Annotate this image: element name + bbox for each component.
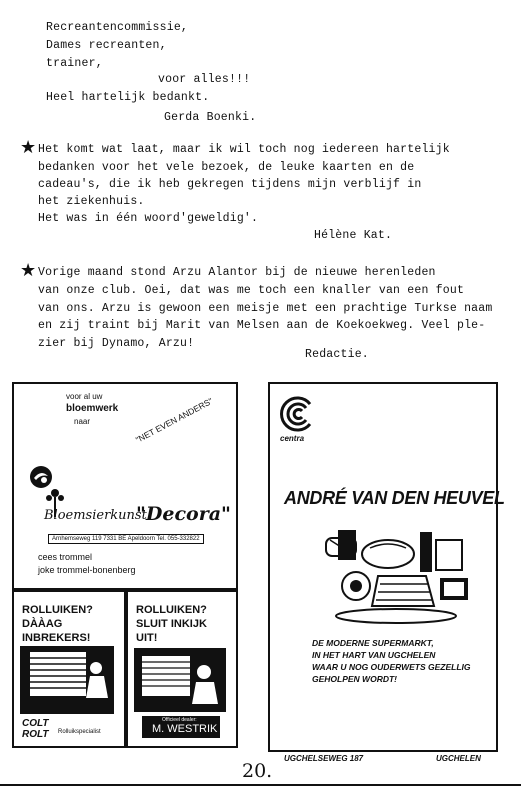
- ad-centra-address: UGCHELSEWEG 187: [284, 754, 364, 763]
- letter2-line-3: cadeau's, die ik heb gekregen tijdens mijn verblijf in: [38, 178, 422, 191]
- ad-centra-tagline-4: GEHOLPEN WORDT!: [312, 674, 397, 684]
- ad-decora-intro-3: naar: [74, 417, 91, 426]
- letter3-line-2: van onze club. Oei, dat was me toch een knaller van een fout: [38, 284, 465, 297]
- ad-westrik-headline-2: SLUIT INKIJK: [136, 618, 207, 630]
- ad-decora-intro-2: bloemwerk: [66, 403, 119, 414]
- window-shutter-illustration-icon: [134, 648, 226, 712]
- ad-westrik-headline-1: ROLLUIKEN?: [136, 604, 207, 616]
- letter1-line-1: Recreantencommissie,: [46, 21, 189, 34]
- ad-centra-town: UGCHELEN: [436, 754, 481, 763]
- ad-decora-name-script: Bloemsierkunst: [44, 508, 147, 523]
- letter1-line-4: voor alles!!!: [158, 73, 251, 86]
- ad-coltrolt-headline-1: ROLLUIKEN?: [22, 604, 93, 616]
- ad-decora-name-bold: "Decora": [136, 503, 231, 525]
- letter3-line-3: van ons. Arzu is gewoon een meisje met een prachtige Turkse naam: [38, 302, 493, 315]
- ad-decora-owner-1: cees trommel: [38, 552, 93, 562]
- letter2-line-4: het ziekenhuis.: [38, 195, 145, 208]
- ad-decora-owner-2: joke trommel-bonenberg: [38, 565, 136, 575]
- ad-decora-address: Arnhemseweg 119 7331 BE Apeldoorn Tel. 055-332822: [48, 534, 204, 544]
- ad-centra-logo-label: centra: [280, 434, 305, 443]
- letter1-line-3: trainer,: [46, 57, 103, 70]
- letter2-line-5: Het was in één woord'geweldig'.: [38, 212, 259, 225]
- letter2-signature: Hélène Kat.: [314, 229, 393, 242]
- page-number: 20.: [242, 760, 273, 782]
- ad-coltrolt: [12, 590, 126, 748]
- ad-coltrolt-brand-2: ROLT: [22, 729, 49, 740]
- letter1-line-5: Heel hartelijk bedankt.: [46, 91, 210, 104]
- ad-coltrolt-headline-3: INBREKERS!: [22, 632, 91, 644]
- ad-decora: [12, 382, 238, 590]
- letter3-line-1: Vorige maand stond Arzu Alantor bij de nieuwe herenleden: [38, 266, 436, 279]
- letter1-line-2: Dames recreanten,: [46, 39, 167, 52]
- ad-westrik-name: M. WESTRIK: [152, 723, 218, 735]
- ad-westrik: [126, 590, 238, 748]
- bottom-rule: [0, 784, 521, 786]
- ad-coltrolt-brand-sub: Rolluikspecialist: [58, 729, 101, 735]
- star-icon: ★: [20, 260, 37, 281]
- letter2-line-1: Het komt wat laat, maar ik wil toch nog iedereen hartelijk: [38, 143, 450, 156]
- ad-centra-tagline-3: WAAR U NOG OUDERWETS GEZELLIG: [312, 662, 471, 672]
- ad-decora-slogan: "NET EVEN ANDERS": [134, 395, 215, 445]
- ad-centra: [268, 382, 505, 763]
- letter1-signature: Gerda Boenki.: [164, 111, 257, 124]
- ad-decora-intro-1: voor al uw: [66, 392, 103, 401]
- ad-centra-tagline-1: DE MODERNE SUPERMARKT,: [312, 638, 434, 648]
- flower-logo-icon: [28, 464, 54, 490]
- letter3-line-4: en zij traint bij Marit van Melsen aan de Koekoekweg. Veel ple-: [38, 319, 486, 332]
- ad-coltrolt-brand-1: COLT: [22, 718, 49, 729]
- letter3-signature: Redactie.: [305, 348, 369, 361]
- ad-westrik-name-box: [142, 716, 220, 738]
- ad-coltrolt-headline-2: DÀÀAG: [22, 618, 63, 630]
- centra-logo-icon: [280, 396, 316, 432]
- letter2-line-2: bedanken voor het vele bezoek, de leuke kaarten en de: [38, 161, 415, 174]
- groceries-illustration-icon: [316, 526, 476, 626]
- ad-westrik-dealer-label: Officieel dealer:: [162, 717, 197, 723]
- burglar-window-illustration-icon: [20, 646, 114, 714]
- star-icon: ★: [20, 137, 37, 158]
- letter3-line-5: zier bij Dynamo, Arzu!: [38, 337, 195, 350]
- ad-centra-title: ANDRÉ VAN DEN HEUVEL: [284, 488, 505, 508]
- ad-westrik-headline-3: UIT!: [136, 632, 158, 644]
- ad-centra-tagline-2: IN HET HART VAN UGCHELEN: [312, 650, 436, 660]
